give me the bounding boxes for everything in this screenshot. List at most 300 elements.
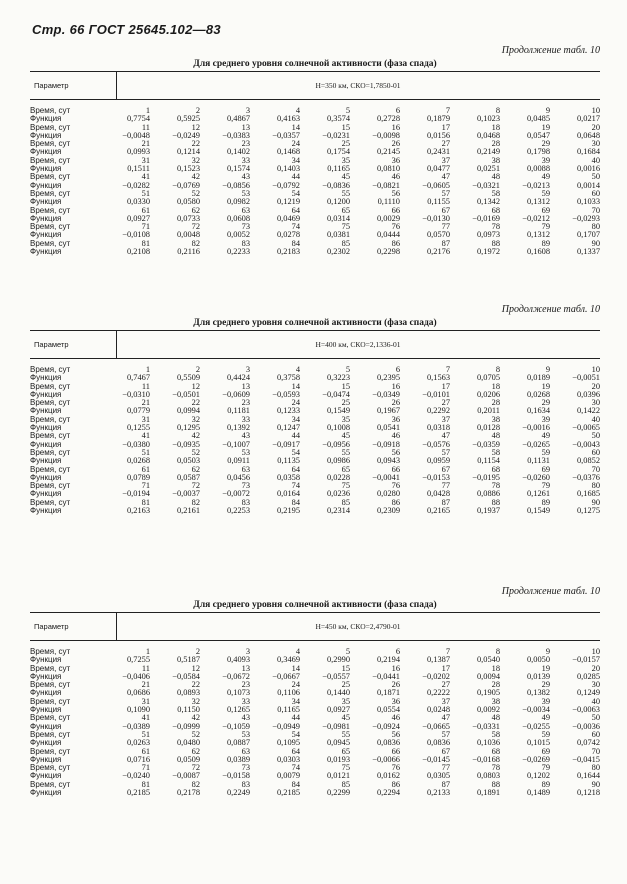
table-cell: 82: [191, 497, 200, 507]
table-cell: 0,0236: [326, 489, 350, 499]
continuation-note: Продолжение табл. 10: [501, 304, 600, 315]
table-cell: 38: [491, 696, 500, 706]
table-cell: 0,1312: [526, 230, 550, 240]
table-section-400: [30, 303, 600, 515]
table-cell: 0,2299: [326, 788, 350, 798]
row-label: Время, сут: [30, 431, 71, 441]
table-cell: −0,0917: [272, 439, 300, 449]
table-cell: 39: [541, 414, 550, 424]
table-row: [30, 115, 600, 123]
table-cell: 0,0836: [426, 738, 450, 748]
table-cell: 83: [241, 497, 250, 507]
table-cell: 0,7754: [126, 114, 150, 124]
table-cell: 70: [591, 464, 600, 474]
table-cell: 0,0982: [226, 197, 250, 207]
table-cell: 0,1261: [526, 489, 550, 499]
table-cell: 0,1967: [376, 406, 400, 416]
table-cell: 46: [391, 713, 400, 723]
table-cell: 53: [241, 188, 250, 198]
table-cell: −0,0321: [472, 180, 500, 190]
table-cell: 0,1275: [576, 506, 600, 516]
table-cell: 71: [141, 481, 150, 491]
table-cell: 79: [541, 481, 550, 491]
table-cell: 0,0893: [176, 688, 200, 698]
table-section-350: [30, 44, 600, 256]
table-cell: 0,0094: [476, 671, 500, 681]
table-cell: 51: [141, 729, 150, 739]
row-label: Время, сут: [30, 222, 71, 232]
table-cell: 0,0263: [126, 738, 150, 748]
table-cell: 73: [241, 481, 250, 491]
table-cell: 0,0280: [376, 489, 400, 499]
table-cell: −0,0557: [322, 671, 350, 681]
table-cell: 0,0358: [276, 472, 300, 482]
row-label: Функция: [30, 114, 62, 124]
table-cell: 0,1073: [226, 688, 250, 698]
table-cell: 0,1131: [527, 456, 550, 466]
table-row: [30, 416, 600, 424]
table-cell: 0,0381: [326, 230, 350, 240]
table-cell: 76: [391, 481, 400, 491]
table-header: [30, 330, 600, 359]
table-cell: 0,2183: [276, 247, 300, 257]
table-cell: 13: [241, 122, 250, 132]
table-cell: 11: [141, 663, 150, 673]
table-cell: 58: [491, 729, 500, 739]
table-row: [30, 107, 600, 115]
table-cell: 57: [441, 188, 450, 198]
table-cell: 0,5187: [176, 655, 200, 665]
row-label: Функция: [30, 130, 62, 140]
table-cell: −0,0999: [172, 721, 200, 731]
table-cell: −0,0376: [572, 472, 600, 482]
table-cell: 0,2314: [326, 506, 350, 516]
row-label: Время, сут: [30, 398, 71, 408]
row-label: Время, сут: [30, 188, 71, 198]
table-cell: 0,0217: [576, 114, 600, 124]
table-cell: 39: [541, 155, 550, 165]
table-cell: 0,0959: [426, 456, 450, 466]
table-cell: 0,0248: [426, 705, 450, 715]
table-cell: 59: [541, 447, 550, 457]
table-cell: 89: [541, 238, 550, 248]
table-cell: −0,0359: [472, 439, 500, 449]
table-cell: 0,1110: [377, 197, 400, 207]
table-cell: 0,1214: [176, 147, 200, 157]
table-cell: 0,1608: [526, 247, 550, 257]
table-cell: 88: [491, 238, 500, 248]
row-label: Время, сут: [30, 481, 71, 491]
table-cell: 0,7255: [126, 655, 150, 665]
table-cell: 16: [391, 663, 400, 673]
table-cell: 13: [241, 663, 250, 673]
table-cell: 9: [545, 365, 550, 374]
row-label: Функция: [30, 439, 62, 449]
table-cell: 50: [591, 713, 600, 723]
table-cell: 0,1219: [276, 197, 300, 207]
table-cell: −0,0474: [322, 389, 350, 399]
table-cell: 0,0228: [326, 472, 350, 482]
table-cell: 83: [241, 238, 250, 248]
table-cell: 0,2149: [476, 147, 500, 157]
table-cell: −0,0130: [422, 213, 450, 223]
table-cell: 0,0285: [576, 671, 600, 681]
table-cell: 64: [291, 464, 300, 474]
page-header: Стр. 66 ГОСТ 25645.102—83: [32, 22, 221, 37]
table-cell: 0,1387: [426, 655, 450, 665]
section-title: Для среднего уровня солнечной активности (фаза спада): [193, 318, 437, 328]
table-cell: 32: [191, 696, 200, 706]
table-cell: 0,0485: [526, 114, 550, 124]
table-cell: 80: [591, 481, 600, 491]
table-row: [30, 457, 600, 465]
table-cell: 71: [141, 222, 150, 232]
table-cell: 66: [391, 205, 400, 215]
table-cell: −0,0037: [172, 489, 200, 499]
table-cell: 61: [141, 464, 150, 474]
row-label: Время, сут: [30, 497, 71, 507]
table-cell: 0,0278: [276, 230, 300, 240]
table-cell: 65: [341, 464, 350, 474]
table-cell: 51: [141, 447, 150, 457]
table-cell: 62: [191, 464, 200, 474]
table-cell: 0,0014: [576, 180, 600, 190]
table-cell: −0,0269: [522, 754, 550, 764]
table-cell: 0,0305: [426, 771, 450, 781]
table-cell: 0,0318: [426, 423, 450, 433]
table-cell: 0,2302: [326, 247, 350, 257]
table-cell: 84: [291, 779, 300, 789]
table-cell: 47: [441, 713, 450, 723]
table-cell: 52: [191, 188, 200, 198]
table-cell: −0,0145: [422, 754, 450, 764]
table-row: [30, 132, 600, 140]
table-cell: 0,1165: [327, 164, 350, 174]
table-cell: 6: [395, 106, 400, 115]
continuation-note: Продолжение табл. 10: [501, 45, 600, 56]
table-row: [30, 157, 600, 165]
table-cell: 0,0648: [576, 130, 600, 140]
table-cell: 0,1644: [576, 771, 600, 781]
table-cell: 0,2163: [126, 506, 150, 516]
table-cell: 0,0268: [126, 456, 150, 466]
table-cell: 29: [541, 398, 550, 408]
table-cell: 42: [191, 713, 200, 723]
row-label: Функция: [30, 230, 62, 240]
row-label: Функция: [30, 197, 62, 207]
table-cell: 0,3223: [326, 373, 350, 383]
table-cell: 0,1937: [476, 506, 500, 516]
table-cell: 9: [545, 647, 550, 656]
table-cell: 88: [491, 779, 500, 789]
table-cell: 0,2133: [426, 788, 450, 798]
row-label: Время, сут: [30, 414, 71, 424]
table-cell: 81: [141, 497, 150, 507]
table-cell: 16: [391, 122, 400, 132]
table-cell: 49: [541, 172, 550, 182]
table-cell: 0,0742: [576, 738, 600, 748]
table-cell: 10: [591, 106, 600, 115]
table-cell: 36: [391, 414, 400, 424]
table-cell: 0,2165: [426, 506, 450, 516]
table-cell: −0,0293: [572, 213, 600, 223]
table-cell: 0,0733: [176, 213, 200, 223]
table-row: [30, 223, 600, 231]
table-cell: 57: [441, 447, 450, 457]
row-label: Время, сут: [30, 139, 71, 149]
table-cell: 0,1249: [576, 688, 600, 698]
table-body: [30, 366, 600, 515]
table-cell: 0,0945: [326, 738, 350, 748]
table-cell: 90: [591, 497, 600, 507]
table-cell: 12: [191, 381, 200, 391]
table-cell: 50: [591, 172, 600, 182]
table-cell: 0,1312: [526, 197, 550, 207]
table-row: [30, 789, 600, 797]
row-label: Функция: [30, 655, 62, 665]
table-cell: 21: [141, 398, 150, 408]
table-cell: 43: [241, 431, 250, 441]
table-cell: 0,2292: [426, 406, 450, 416]
table-cell: 72: [191, 222, 200, 232]
table-cell: 0,2116: [177, 247, 200, 257]
table-cell: 7: [445, 106, 450, 115]
table-cell: 5: [345, 365, 350, 374]
table-cell: 54: [291, 447, 300, 457]
table-row: [30, 689, 600, 697]
table-cell: 0,0509: [176, 754, 200, 764]
row-label: Функция: [30, 754, 62, 764]
table-cell: 27: [441, 398, 450, 408]
table-cell: 0,1563: [426, 373, 450, 383]
param-column-header: Параметр: [34, 340, 69, 349]
table-cell: 26: [391, 680, 400, 690]
table-cell: 15: [341, 122, 350, 132]
table-cell: 22: [191, 139, 200, 149]
table-cell: 66: [391, 746, 400, 756]
table-row: [30, 148, 600, 156]
table-cell: −0,0255: [522, 721, 550, 731]
row-label: Время, сут: [30, 238, 71, 248]
table-header: [30, 612, 600, 641]
table-cell: −0,0672: [222, 671, 250, 681]
table-cell: 0,0079: [276, 771, 300, 781]
table-cell: 4: [295, 106, 300, 115]
table-cell: 0,0973: [476, 230, 500, 240]
table-cell: 37: [441, 696, 450, 706]
table-cell: 0,0314: [326, 213, 350, 223]
table-cell: −0,0924: [372, 721, 400, 731]
row-label: Функция: [30, 671, 62, 681]
height-sko-header: H=350 км, СКО=1,7850-01: [315, 81, 401, 90]
table-row: [30, 681, 600, 689]
table-cell: 24: [291, 680, 300, 690]
table-cell: −0,0792: [272, 180, 300, 190]
table-cell: −0,0169: [472, 213, 500, 223]
table-cell: 0,1879: [426, 114, 450, 124]
table-cell: 0,1489: [526, 788, 550, 798]
table-cell: 8: [495, 106, 500, 115]
table-cell: 59: [541, 729, 550, 739]
table-cell: 0,1154: [477, 456, 500, 466]
table-cell: 20: [591, 381, 600, 391]
table-cell: 30: [591, 398, 600, 408]
table-row: [30, 140, 600, 148]
table-cell: 0,0927: [126, 213, 150, 223]
table-row: [30, 383, 600, 391]
table-cell: 35: [341, 696, 350, 706]
table-cell: 63: [241, 464, 250, 474]
table-cell: 3: [245, 365, 250, 374]
table-row: [30, 391, 600, 399]
table-cell: −0,0087: [172, 771, 200, 781]
table-cell: 0,0705: [476, 373, 500, 383]
row-label: Время, сут: [30, 763, 71, 773]
table-cell: 70: [591, 205, 600, 215]
table-cell: −0,0066: [372, 754, 400, 764]
table-row: [30, 490, 600, 498]
table-cell: 52: [191, 729, 200, 739]
row-label: Функция: [30, 688, 62, 698]
table-cell: 79: [541, 763, 550, 773]
table-cell: 59: [541, 188, 550, 198]
table-cell: 49: [541, 713, 550, 723]
table-cell: 26: [391, 398, 400, 408]
table-cell: 0,1036: [476, 738, 500, 748]
table-cell: −0,0231: [322, 130, 350, 140]
table-cell: 20: [591, 663, 600, 673]
table-cell: 0,1685: [576, 489, 600, 499]
table-cell: −0,0949: [272, 721, 300, 731]
table-cell: 18: [491, 663, 500, 673]
table-cell: 48: [491, 713, 500, 723]
table-cell: 7: [445, 647, 450, 656]
table-cell: 78: [491, 222, 500, 232]
table-row: [30, 748, 600, 756]
table-cell: 0,1233: [276, 406, 300, 416]
table-cell: 0,4867: [226, 114, 250, 124]
table-cell: 13: [241, 381, 250, 391]
table-cell: 41: [141, 431, 150, 441]
table-cell: 70: [591, 746, 600, 756]
table-row: [30, 424, 600, 432]
table-cell: 28: [491, 398, 500, 408]
row-label: Функция: [30, 423, 62, 433]
table-cell: 0,2249: [226, 788, 250, 798]
table-cell: 77: [441, 222, 450, 232]
table-cell: 43: [241, 172, 250, 182]
table-cell: −0,0331: [472, 721, 500, 731]
table-cell: 0,1754: [326, 147, 350, 157]
table-cell: 3: [245, 106, 250, 115]
table-cell: 45: [341, 713, 350, 723]
table-cell: 0,4163: [276, 114, 300, 124]
table-cell: 29: [541, 139, 550, 149]
table-cell: 11: [141, 122, 150, 132]
row-label: Время, сут: [30, 663, 71, 673]
row-label: Функция: [30, 247, 62, 257]
table-cell: 89: [541, 497, 550, 507]
table-cell: −0,0065: [572, 423, 600, 433]
table-cell: 4: [295, 647, 300, 656]
table-cell: 0,0810: [376, 164, 400, 174]
table-row: [30, 124, 600, 132]
table-cell: −0,0576: [422, 439, 450, 449]
table-cell: 18: [491, 381, 500, 391]
table-cell: 55: [341, 188, 350, 198]
table-cell: 17: [441, 122, 450, 132]
table-cell: 75: [341, 481, 350, 491]
table-cell: 56: [391, 188, 400, 198]
table-cell: −0,0036: [572, 721, 600, 731]
table-cell: 38: [491, 155, 500, 165]
table-cell: 27: [441, 139, 450, 149]
table-cell: 0,1095: [276, 738, 300, 748]
table-cell: 57: [441, 729, 450, 739]
row-label: Функция: [30, 489, 62, 499]
table-cell: 23: [241, 139, 250, 149]
table-cell: 30: [591, 139, 600, 149]
height-sko-header: H=450 км, СКО=2,4790-01: [315, 622, 401, 631]
table-cell: 0,0139: [526, 671, 550, 681]
table-cell: 0,1871: [376, 688, 400, 698]
table-cell: 0,0986: [326, 456, 350, 466]
table-cell: 0,4424: [226, 373, 250, 383]
row-label: Функция: [30, 213, 62, 223]
table-cell: −0,0016: [522, 423, 550, 433]
row-label: Время, сут: [30, 155, 71, 165]
table-cell: 48: [491, 431, 500, 441]
table-cell: 0,0164: [276, 489, 300, 499]
table-cell: 0,0468: [476, 130, 500, 140]
table-cell: 0,1155: [427, 197, 450, 207]
table-cell: 0,2185: [276, 788, 300, 798]
table-cell: 0,0016: [576, 164, 600, 174]
table-cell: 0,3469: [276, 655, 300, 665]
table-cell: 56: [391, 729, 400, 739]
table-cell: 0,1247: [276, 423, 300, 433]
table-row: [30, 432, 600, 440]
row-label: Время, сут: [30, 106, 71, 115]
table-cell: 65: [341, 746, 350, 756]
table-cell: 73: [241, 222, 250, 232]
row-label: Функция: [30, 472, 62, 482]
table-cell: 0,1891: [476, 788, 500, 798]
table-row: [30, 772, 600, 780]
table-cell: 35: [341, 155, 350, 165]
table-cell: 0,1511: [127, 164, 150, 174]
table-row: [30, 466, 600, 474]
table-cell: 7: [445, 365, 450, 374]
table-cell: 36: [391, 696, 400, 706]
table-cell: 0,2108: [126, 247, 150, 257]
table-cell: 21: [141, 139, 150, 149]
table-cell: −0,0213: [522, 180, 550, 190]
height-sko-header: H=400 км, СКО=2,1336-01: [315, 340, 401, 349]
table-cell: 4: [295, 365, 300, 374]
table-cell: 67: [441, 746, 450, 756]
table-cell: 0,2294: [376, 788, 400, 798]
table-cell: 60: [591, 729, 600, 739]
table-row: [30, 706, 600, 714]
table-cell: 30: [591, 680, 600, 690]
table-cell: 47: [441, 431, 450, 441]
table-cell: 0,1422: [576, 406, 600, 416]
table-cell: 0,1090: [126, 705, 150, 715]
table-cell: 37: [441, 155, 450, 165]
table-cell: 64: [291, 205, 300, 215]
table-cell: 14: [291, 663, 300, 673]
